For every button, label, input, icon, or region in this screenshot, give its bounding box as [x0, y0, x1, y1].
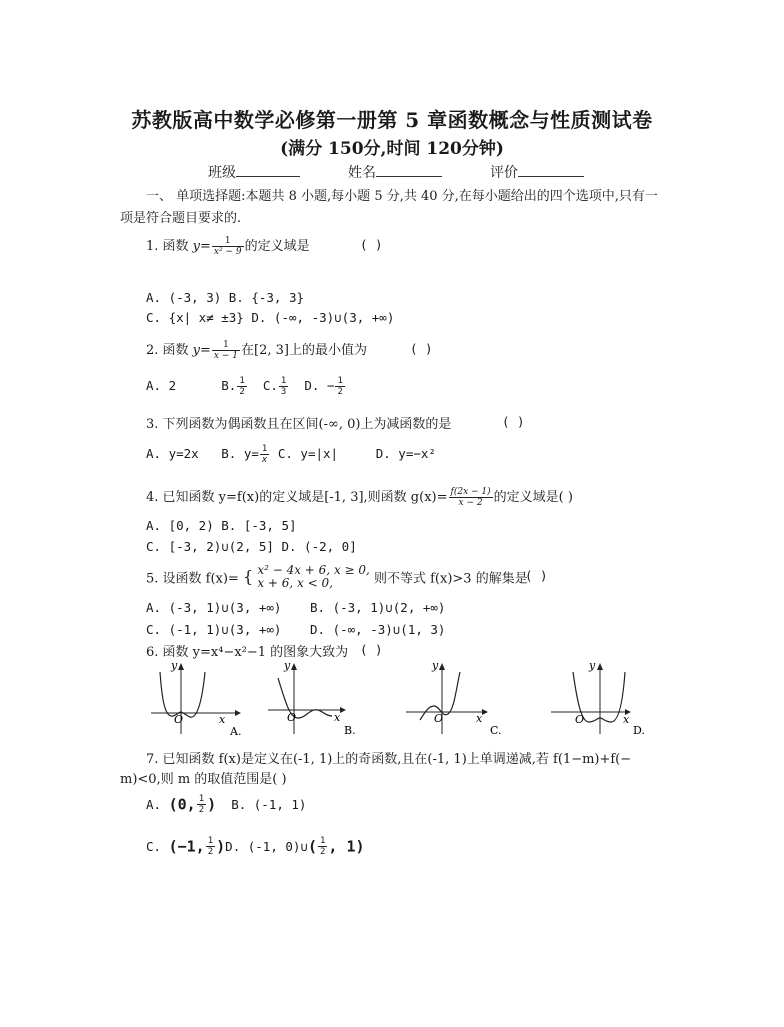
q7-d-lparen: ( [307, 837, 317, 856]
q7-d-value: , 1 [328, 837, 356, 856]
q7-a-lparen: ( [168, 795, 178, 814]
q4-frac-den: x − 2 [458, 498, 483, 508]
grade-field [490, 162, 584, 182]
grade-blank [518, 162, 584, 177]
q3-option-d: D. y=−x² [375, 446, 436, 461]
q3-answer-paren: ( ) [502, 414, 525, 429]
q6-b-option-label: B. [344, 724, 356, 737]
q2-d-num: 1 [337, 376, 343, 386]
q2-d-den: 2 [337, 387, 343, 397]
q6-c-y-label: y [432, 660, 439, 672]
question-4-stem [146, 486, 573, 508]
q7-option-d-prefix: D. (-1, 0)∪ [225, 839, 308, 854]
q1-fraction [212, 236, 244, 257]
q4-option-ab: A. [0, 2) B. [-3, 5] [146, 518, 297, 533]
q2-option-a: A. 2 [146, 378, 177, 393]
q6-graph-b[interactable] [262, 660, 372, 740]
q1-option-cd: C. {x| x≠ ±3} D. (-∞, -3)∪(3, +∞) [146, 310, 395, 325]
q1-frac-num: 1 [212, 236, 244, 247]
q7-c-den: 2 [207, 847, 214, 857]
q2-option-d-frac [335, 376, 344, 397]
q2-frac-num: 1 [212, 340, 240, 351]
q7-d-rparen: ) [355, 837, 365, 856]
q7-a-num: 1 [198, 794, 205, 804]
student-info-line [208, 162, 584, 182]
q2-frac-den: x − 1 [213, 351, 238, 361]
q2-b-den: 2 [239, 387, 245, 397]
q6-c-origin-label: O [434, 712, 444, 725]
q7-option-b: B. (-1, 1) [231, 797, 307, 812]
q2-option-b-frac [237, 376, 246, 397]
q5-case-1: x² − 4x + 6, x ≥ 0, [257, 563, 370, 577]
q7-c-value: −1, [177, 837, 205, 856]
question-6-stem: 6. 函数 y=x⁴−x²−1 的图象大致为 [146, 645, 349, 660]
q5-brace: { [243, 567, 254, 586]
q7-a-rparen: ) [207, 795, 217, 814]
q7-d-den: 2 [320, 847, 326, 857]
q6-b-y-label: y [284, 660, 291, 672]
question-2-stem [146, 339, 367, 361]
q3-b-num: 1 [261, 444, 268, 454]
q2-stem-suffix: 在[2, 3]上的最小值为 [241, 343, 367, 358]
class-blank [236, 162, 300, 177]
q7-a-value: 0, [177, 795, 196, 814]
q3-option-b: B. y= [221, 446, 259, 461]
q2-c-den: 3 [280, 387, 287, 397]
q1-fn: y= [192, 239, 211, 254]
q2-option-c-frac [279, 376, 288, 397]
q2-option-b: B. [221, 378, 237, 393]
q2-stem-prefix: 2. 函数 [146, 343, 193, 358]
q2-option-d: D. − [304, 378, 335, 393]
q7-a-frac [197, 794, 206, 815]
q6-b-origin-label: O [287, 711, 297, 724]
name-blank [376, 162, 442, 177]
q6-a-x-label: x [219, 713, 226, 726]
q5-option-b: B. (-3, 1)∪(2, +∞) [310, 600, 446, 615]
q1-frac-den: x² − 9 [213, 247, 242, 257]
q6-graph-d[interactable] [545, 660, 655, 740]
q6-d-y-label: y [589, 660, 596, 672]
q6-a-option-label: A. [230, 725, 242, 738]
q4-stem-suffix: 的定义域是( ) [493, 490, 573, 505]
exam-subtitle: (满分 150分,时间 120分钟) [280, 139, 504, 159]
question-1-stem [146, 235, 310, 257]
q6-d-origin-label: O [575, 713, 585, 726]
section-intro: 一、 单项选择题:本题共 8 小题,每小题 5 分,共 40 分,在每小题给出的四个选项中,只有一项是符合题目要求的. [120, 189, 658, 226]
q2-fraction [212, 340, 240, 361]
q3-option-a: A. y=2x [146, 446, 199, 461]
q7-c-lparen: ( [168, 837, 178, 856]
q7-c-frac [206, 836, 215, 857]
q2-option-c: C. [262, 378, 278, 393]
q3-options [146, 444, 436, 465]
q2-b-num: 1 [239, 376, 245, 386]
q7-c-rparen: ) [216, 837, 226, 856]
q1-stem-suffix: 的定义域是 [244, 239, 310, 254]
question-7-stem-line1: 7. 已知函数 f(x)是定义在(-1, 1)上的奇函数,且在(-1, 1)上单调递减,若 f(1−m)+f(− [146, 752, 632, 767]
q5-option-a: A. (-3, 1)∪(3, +∞) [146, 600, 282, 615]
q6-a-origin-label: O [174, 713, 184, 726]
q7-a-den: 2 [198, 805, 205, 815]
q5-option-d: D. (-∞, -3)∪(1, 3) [310, 622, 446, 637]
q6-answer-paren: ( ) [360, 642, 383, 657]
q7-d-frac [318, 836, 327, 857]
class-label: 班级 [208, 165, 236, 181]
question-3-stem: 3. 下列函数为偶函数且在区间(-∞, 0)上为减函数的是 [146, 417, 452, 432]
q2-fn: y= [192, 343, 211, 358]
q5-stem-prefix: 5. 设函数 f(x)= [146, 571, 239, 587]
q6-c-option-label: C. [490, 724, 502, 737]
question-5-stem [146, 563, 528, 591]
q4-option-cd: C. [-3, 2)∪(2, 5] D. (-2, 0] [146, 539, 357, 554]
grade-label: 评价 [490, 165, 518, 181]
q5-stem-suffix: 则不等式 f(x)>3 的解集是 [373, 571, 528, 587]
q1-stem-prefix: 1. 函数 [146, 239, 193, 254]
q1-answer-paren: ( ) [360, 237, 383, 252]
q4-stem-prefix: 4. 已知函数 y=f(x)的定义域是[-1, 3],则函数 g(x)= [146, 490, 448, 505]
q2-c-num: 1 [280, 376, 287, 386]
q5-cases [257, 564, 370, 590]
q5-case-2: x + 6, x < 0, [257, 576, 333, 590]
q2-options [146, 376, 346, 397]
name-label: 姓名 [348, 165, 376, 181]
q6-c-x-label: x [476, 712, 483, 725]
q6-graph-c[interactable] [400, 660, 510, 740]
name-field [348, 162, 442, 182]
exam-title: 苏教版高中数学必修第一册第 5 章函数概念与性质测试卷 [131, 108, 653, 132]
q1-option-ab: A. (-3, 3) B. {-3, 3} [146, 290, 305, 305]
q3-option-b-frac [260, 444, 269, 465]
q3-b-den: x [261, 455, 268, 465]
q7-option-cd [146, 836, 365, 857]
q7-option-c-prefix: C. [146, 839, 162, 854]
q7-c-num: 1 [207, 836, 214, 846]
q2-answer-paren: ( ) [410, 341, 433, 356]
q6-d-x-label: x [623, 713, 630, 726]
q3-option-c: C. y=|x| [277, 446, 339, 461]
q7-d-num: 1 [320, 836, 326, 846]
q7-option-a-prefix: A. [146, 797, 162, 812]
q5-answer-paren: ( ) [525, 568, 548, 583]
q6-graph-a[interactable] [145, 660, 255, 740]
class-field [208, 162, 300, 182]
q7-option-ab [146, 794, 306, 815]
q4-frac-num: f(2x − 1) [450, 487, 491, 497]
q6-b-x-label: x [334, 711, 341, 724]
q6-d-option-label: D. [633, 724, 645, 737]
q5-option-c: C. (-1, 1)∪(3, +∞) [146, 622, 282, 637]
q6-a-y-label: y [171, 660, 178, 672]
q4-fraction [449, 487, 493, 508]
question-7-stem-line2: m)<0,则 m 的取值范围是( ) [120, 772, 287, 787]
